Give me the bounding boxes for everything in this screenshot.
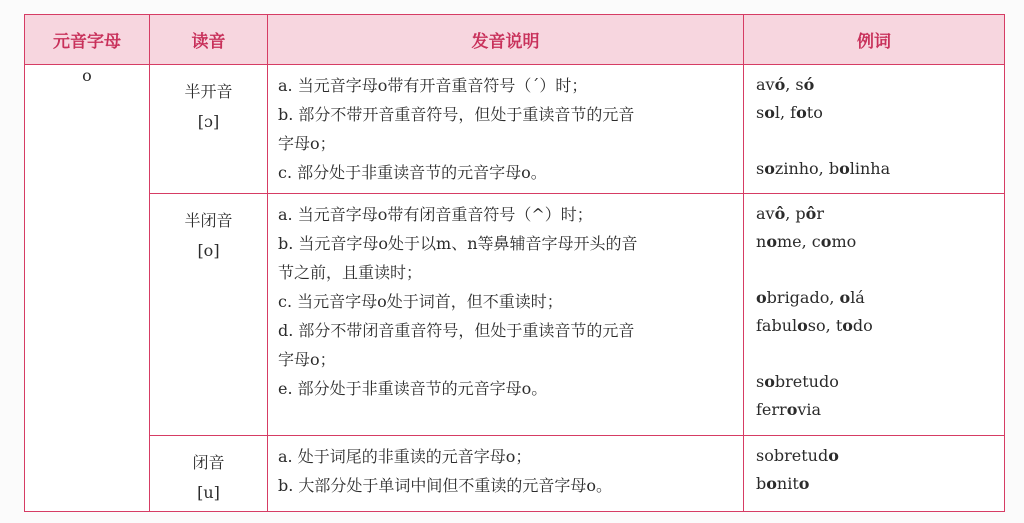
reading-name: 半闭音 — [184, 211, 233, 230]
explanation-cell — [268, 194, 744, 436]
header-vowel-letter: 元音字母 — [25, 15, 150, 65]
example-words: avô, pôr — [756, 204, 824, 223]
explanation-line: b. 部分不带开音重音符号，但处于重读音节的元音 — [278, 105, 635, 124]
explanation-line: a. 当元音字母o带有闭音重音符号（^）时； — [278, 205, 593, 224]
explanation-line: 字母o； — [278, 134, 336, 153]
example-spacer — [756, 340, 996, 368]
example-words: sol, foto — [756, 103, 823, 122]
example-words: avó, só — [756, 75, 815, 94]
vowel-letter: o — [82, 66, 92, 85]
table-row-half-open — [25, 65, 1005, 194]
header-examples: 例词 — [744, 15, 1005, 65]
reading-cell — [150, 65, 268, 194]
example-words: nome, como — [756, 232, 857, 251]
explanation-cell — [268, 436, 744, 512]
reading-name: 半开音 — [184, 82, 233, 101]
examples-cell — [744, 436, 1005, 512]
header-explanation: 发音说明 — [268, 15, 744, 65]
ipa-symbol: [o] — [197, 241, 220, 260]
ipa-symbol: [u] — [197, 483, 220, 502]
table-row-closed — [25, 436, 1005, 512]
example-words: obrigado, olá — [756, 288, 865, 307]
example-words: sobretudo — [756, 446, 839, 465]
example-words: sozinho, bolinha — [756, 159, 891, 178]
vowel-letter-cell — [25, 65, 150, 512]
explanation-line: a. 处于词尾的非重读的元音字母o； — [278, 447, 532, 466]
examples-cell — [744, 65, 1005, 194]
ipa-symbol: [ɔ] — [197, 112, 220, 131]
explanation-line: c. 部分处于非重读音节的元音字母o。 — [278, 163, 547, 182]
explanation-line: e. 部分处于非重读音节的元音字母o。 — [278, 379, 548, 398]
example-words: fabuloso, todo — [756, 316, 873, 335]
explanation-cell — [268, 65, 744, 194]
explanation-line: b. 当元音字母o处于以m、n等鼻辅音字母开头的音 — [278, 234, 638, 253]
example-words: sobretudo — [756, 372, 839, 391]
explanation-line: 字母o； — [278, 350, 336, 369]
example-words: ferrovia — [756, 400, 822, 419]
explanation-line: a. 当元音字母o带有开音重音符号（´）时； — [278, 76, 588, 95]
explanation-line: d. 部分不带闭音重音符号，但处于重读音节的元音 — [278, 321, 635, 340]
reading-cell — [150, 436, 268, 512]
example-words: bonito — [756, 474, 810, 493]
explanation-line: b. 大部分处于单词中间但不重读的元音字母o。 — [278, 476, 613, 495]
table-row-half-closed — [25, 194, 1005, 436]
examples-cell — [744, 194, 1005, 436]
explanation-line: c. 当元音字母o处于词首，但不重读时； — [278, 292, 563, 311]
vowel-o-table — [24, 14, 1005, 512]
header-row — [25, 15, 1005, 65]
example-spacer — [756, 256, 996, 284]
example-spacer — [756, 127, 996, 155]
reading-name: 闭音 — [192, 453, 225, 472]
header-pronunciation: 读音 — [150, 15, 268, 65]
explanation-line: 节之前，且重读时； — [278, 263, 423, 282]
reading-cell — [150, 194, 268, 436]
